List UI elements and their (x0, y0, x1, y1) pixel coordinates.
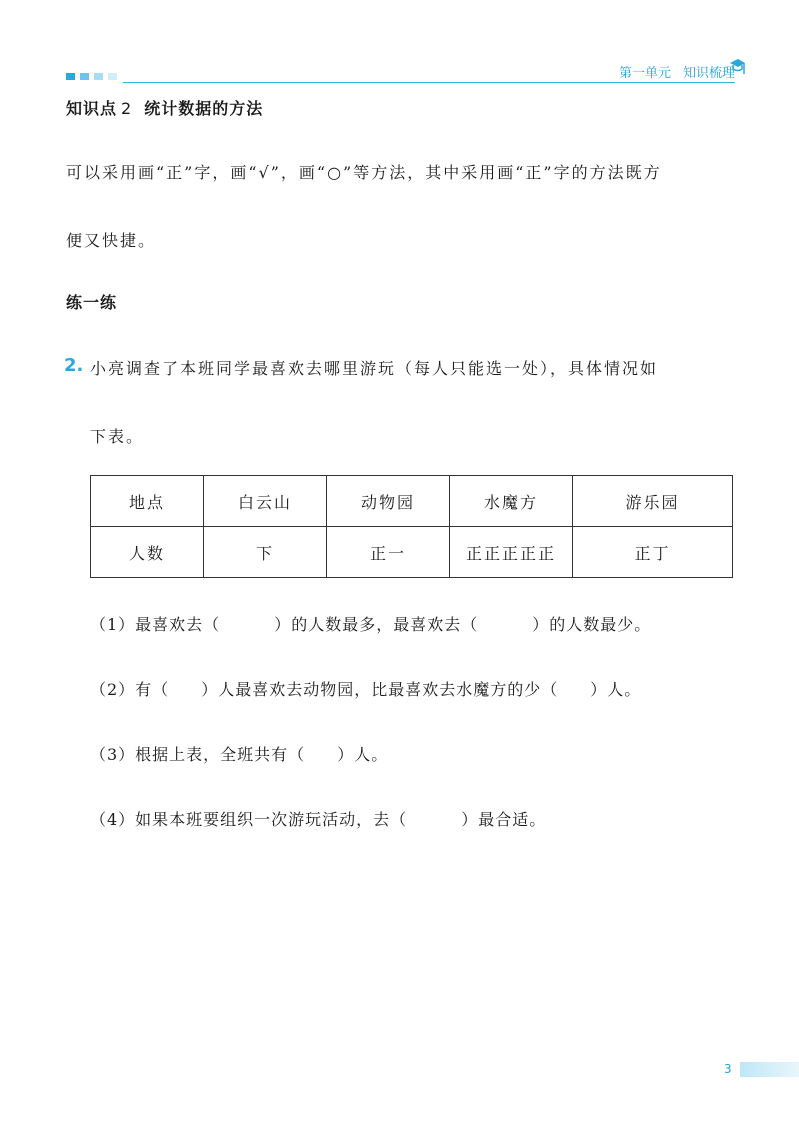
tally-table (90, 475, 733, 578)
header-rule (123, 82, 735, 83)
subquestion-1 (90, 612, 651, 635)
subquestion-text: ）人最喜欢去动物园，比最喜欢去水魔方的少（ (201, 680, 559, 699)
subquestion-text: （2）有（ (90, 680, 170, 699)
question-text-line-1: 小亮调查了本班同学最喜欢去哪里游玩（每人只能选一处），具体情况如 (90, 359, 659, 378)
subquestion-text: ）人。 (337, 745, 389, 764)
subquestion-text: （3）根据上表，全班共有（ (90, 745, 306, 764)
tally-cell: 下 (204, 527, 327, 578)
header-title (619, 62, 735, 81)
knowledge-text-line-2: 便又快捷。 (66, 231, 157, 250)
table-cell: 白云山 (204, 476, 327, 527)
knowledge-label: 知识点 (66, 99, 118, 118)
table-cell: 人数 (91, 527, 204, 578)
subquestion-text: ）最合适。 (461, 810, 547, 829)
knowledge-title: 统计数据的方法 (144, 99, 264, 118)
knowledge-number: 2 (121, 99, 133, 118)
tally-cell: 正正正正正 (450, 527, 573, 578)
subquestion-4 (90, 807, 546, 830)
page-bar (740, 1062, 799, 1077)
table-cell: 动物园 (327, 476, 450, 527)
tally-cell: 正一 (327, 527, 450, 578)
question-text-line-2: 下表。 (90, 427, 145, 446)
header-square (94, 73, 103, 80)
header-square (66, 73, 75, 80)
table-cell: 水魔方 (450, 476, 573, 527)
header-square (108, 73, 117, 80)
subquestion-text: ）人。 (590, 680, 642, 699)
table-cell: 游乐园 (573, 476, 733, 527)
table-cell: 地点 (91, 476, 204, 527)
knowledge-heading (66, 96, 263, 119)
header-decoration (66, 73, 117, 80)
subquestion-text: （1）最喜欢去（ (90, 615, 221, 634)
subquestion-2 (90, 677, 641, 700)
subquestion-text: ）的人数最多，最喜欢去（ (274, 615, 479, 634)
section-label: 知识梳理 (682, 66, 735, 81)
table-header-row (91, 476, 733, 527)
practice-heading: 练一练 (66, 293, 118, 312)
unit-label: 第一单元 (618, 66, 671, 81)
graduation-cap-icon (729, 58, 745, 78)
subquestion-text: （4）如果本班要组织一次游玩活动，去（ (90, 810, 408, 829)
knowledge-text-line-1: 可以采用画“正”字，画“√”，画“○”等方法，其中采用画“正”字的方法既方 (66, 163, 662, 182)
table-row (91, 527, 733, 578)
subquestion-3 (90, 742, 388, 765)
subquestion-text: ）的人数最少。 (532, 615, 652, 634)
tally-cell: 正丁 (573, 527, 733, 578)
header-square (80, 73, 89, 80)
question-number: 2. (64, 355, 84, 376)
page-number: 3 (724, 1062, 732, 1076)
